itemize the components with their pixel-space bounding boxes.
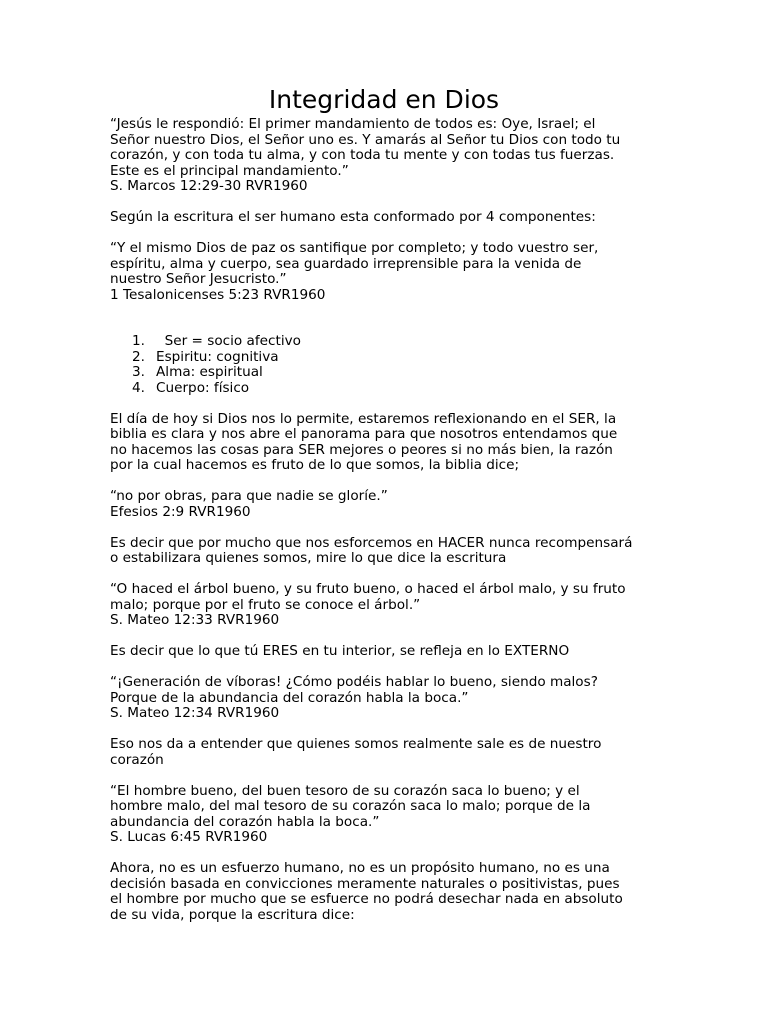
paragraph: [110, 582, 670, 629]
paragraph-spacer: [110, 195, 670, 211]
text-line: S. Lucas 6:45 RVR1960: [110, 829, 268, 845]
paragraph-spacer: [110, 629, 670, 645]
paragraph: [110, 784, 670, 846]
paragraph-spacer: [110, 520, 670, 536]
text-line: hombre malo, del mal tesoro de su corazón saca lo malo; porque de la: [110, 798, 591, 814]
list-item-text: Espiritu: cognitiva: [156, 348, 279, 365]
paragraph-spacer: [110, 226, 670, 242]
text-line: “no por obras, para que nadie se gloríe.”: [110, 488, 388, 504]
paragraph: [110, 675, 670, 722]
text-line: Efesios 2:9 RVR1960: [110, 503, 251, 520]
text-line: Ahora, no es un esfuerzo humano, no es un propósito humano, no es una: [110, 860, 610, 876]
paragraph: [110, 489, 670, 520]
text-line: el hombre por mucho que se esfuerce no podrá desechar nada en absoluto: [110, 891, 623, 907]
text-line: “El hombre bueno, del buen tesoro de su corazón saca lo bueno; y el: [110, 782, 580, 799]
paragraph-spacer: [110, 567, 670, 583]
text-line: 1 Tesalonicenses 5:23 RVR1960: [110, 286, 326, 303]
document-body: [110, 117, 670, 923]
paragraph-spacer: [110, 303, 670, 334]
list-item-number: 1.: [132, 333, 145, 349]
paragraph: [110, 536, 670, 567]
text-line: Este es el principal mandamiento.”: [110, 162, 349, 179]
list-item-number: 2.: [132, 348, 145, 365]
text-line: “Jesús le respondió: El primer mandamiento de todos es: Oye, Israel; el: [110, 116, 596, 132]
paragraph-spacer: [110, 768, 670, 784]
text-line: abundancia del corazón habla la boca.”: [110, 813, 380, 830]
paragraph-spacer: [110, 474, 670, 490]
text-line: Es decir que por mucho que nos esforcemos en HACER nunca recompensará: [110, 534, 633, 551]
list-item: [110, 334, 670, 350]
paragraph: [110, 737, 670, 768]
text-line: nuestro Señor Jesucristo.”: [110, 271, 287, 287]
text-line: biblia es clara y nos abre el panorama para que nosotros entendamos que: [110, 426, 618, 442]
paragraph: [110, 644, 670, 660]
paragraph: [110, 210, 670, 226]
document-title: Integridad en Dios: [268, 85, 500, 114]
paragraph: [110, 241, 670, 303]
text-line: “Y el mismo Dios de paz os santifique por completo; y todo vuestro ser,: [110, 240, 599, 256]
text-line: decisión basada en convicciones meramente naturales o positivistas, pues: [110, 875, 620, 892]
list-item-text: Ser = socio afectivo: [156, 333, 301, 349]
text-line: corazón: [110, 751, 164, 768]
text-line: Señor nuestro Dios, el Señor uno es. Y amarás al Señor tu Dios con todo tu: [110, 131, 621, 148]
text-line: Porque de la abundancia del corazón habla la boca.”: [110, 689, 469, 706]
list-item-text: Cuerpo: físico: [156, 379, 250, 396]
text-line: o estabilizara quienes somos, mire lo que dice la escritura: [110, 550, 507, 566]
list-item-number: 3.: [132, 364, 145, 380]
paragraph: [110, 861, 670, 923]
text-line: corazón, y con toda tu alma, y con toda tu mente y con todas tus fuerzas.: [110, 147, 615, 163]
text-line: de su vida, porque la escritura dice:: [110, 906, 355, 923]
text-line: El día de hoy si Dios nos lo permite, estaremos reflexionando en el SER, la: [110, 410, 617, 427]
paragraph-spacer: [110, 660, 670, 676]
text-line: “O haced el árbol bueno, y su fruto bueno, o haced el árbol malo, y su fruto: [110, 581, 626, 597]
text-line: malo; porque por el fruto se conoce el árbol.”: [110, 596, 421, 613]
text-line: “¡Generación de víboras! ¿Cómo podéis hablar lo bueno, siendo malos?: [110, 674, 598, 690]
list-item: [110, 381, 670, 397]
text-line: no hacemos las cosas para SER mejores o peores si no más bien, la razón: [110, 441, 613, 458]
paragraph: [110, 117, 670, 195]
text-line: Según la escritura el ser humano esta conformado por 4 componentes:: [110, 209, 596, 225]
text-line: S. Mateo 12:33 RVR1960: [110, 612, 280, 628]
list-item: [110, 365, 670, 381]
text-line: espíritu, alma y cuerpo, sea guardado irreprensible para la venida de: [110, 255, 582, 272]
text-line: Eso nos da a entender que quienes somos realmente sale es de nuestro: [110, 736, 602, 752]
list-item: [110, 350, 670, 366]
text-line: S. Marcos 12:29-30 RVR1960: [110, 178, 308, 194]
text-line: por la cual hacemos es fruto de lo que somos, la biblia dice;: [110, 457, 520, 473]
list-item-number: 4.: [132, 379, 145, 396]
text-line: S. Mateo 12:34 RVR1960: [110, 705, 280, 721]
paragraph: [110, 412, 670, 474]
text-line: Es decir que lo que tú ERES en tu interior, se refleja en lo EXTERNO: [110, 643, 570, 659]
list-item-text: Alma: espiritual: [156, 364, 263, 380]
paragraph-spacer: [110, 846, 670, 862]
component-list: [110, 334, 670, 396]
paragraph-spacer: [110, 396, 670, 412]
paragraph-spacer: [110, 722, 670, 738]
